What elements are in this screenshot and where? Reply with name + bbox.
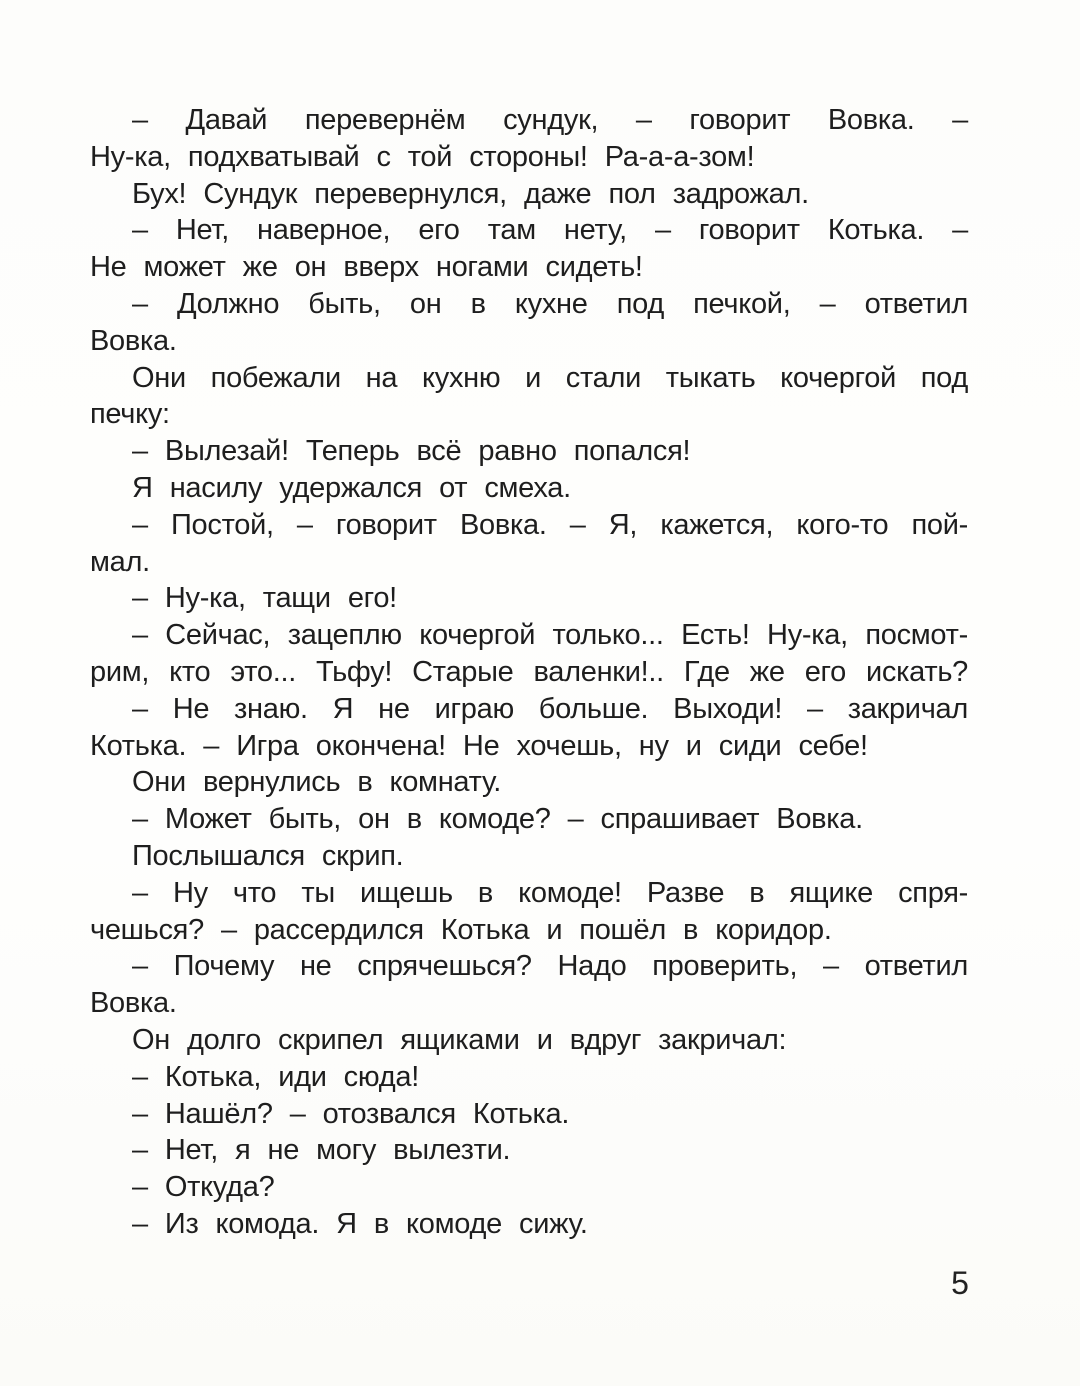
text-line: – Откуда?	[132, 1171, 275, 1204]
text-line: Ну-ка, подхватывай с той стороны! Ра-а-а-зом!	[90, 140, 755, 173]
text-line: – Нашёл? – отозвался Котька.	[132, 1097, 570, 1130]
story-text-block	[90, 102, 968, 1243]
text-line: – Нет, я не могу вылезти.	[132, 1134, 511, 1167]
text-line: – Ну что ты ищешь в комоде! Разве в ящике спря-	[132, 876, 968, 909]
text-line: – Постой, – говорит Вовка. – Я, кажется, кого-то пой-	[132, 508, 968, 541]
text-line: – Сейчас, зацеплю кочергой только... Есть! Ну-ка, посмот-	[132, 619, 968, 652]
page-number: 5	[951, 1265, 969, 1301]
text-line: – Ну-ка, тащи его!	[132, 582, 397, 615]
text-line: Я насилу удержался от смеха.	[132, 471, 571, 504]
text-line: Вовка.	[90, 987, 177, 1020]
text-line: Котька. – Игра окончена! Не хочешь, ну и сиди себе!	[90, 729, 868, 762]
text-line: – Не знаю. Я не играю больше. Выходи! – закричал	[132, 692, 968, 725]
text-line: рим, кто это... Тьфу! Старые валенки!.. Где же его искать?	[90, 655, 968, 688]
text-line: – Почему не спрячешься? Надо проверить, – ответил	[132, 950, 968, 983]
text-line: Он долго скрипел ящиками и вдруг закричал:	[132, 1023, 787, 1056]
text-line: мал.	[90, 545, 150, 578]
text-line: Они побежали на кухню и стали тыкать кочергой под	[132, 361, 968, 394]
text-line: – Котька, иди сюда!	[132, 1060, 419, 1093]
text-line: печку:	[90, 398, 170, 431]
text-line: Послышался скрип.	[132, 839, 404, 872]
text-line: Вовка.	[90, 324, 177, 357]
text-line: Бух! Сундук перевернулся, даже пол задрожал.	[132, 177, 809, 210]
text-line: Не может же он вверх ногами сидеть!	[90, 251, 643, 284]
text-line: чешься? – рассердился Котька и пошёл в коридор.	[90, 913, 832, 946]
text-line: – Нет, наверное, его там нету, – говорит Котька. –	[132, 214, 968, 247]
text-line: – Может быть, он в комоде? – спрашивает Вовка.	[132, 803, 863, 836]
text-line: – Давай перевернём сундук, – говорит Вовка. –	[132, 104, 968, 136]
text-line: – Должно быть, он в кухне под печкой, – ответил	[132, 287, 968, 320]
text-line: Они вернулись в комнату.	[132, 766, 502, 799]
text-line: – Из комода. Я в комоде сижу.	[132, 1207, 588, 1240]
text-line: – Вылезай! Теперь всё равно попался!	[132, 435, 691, 468]
